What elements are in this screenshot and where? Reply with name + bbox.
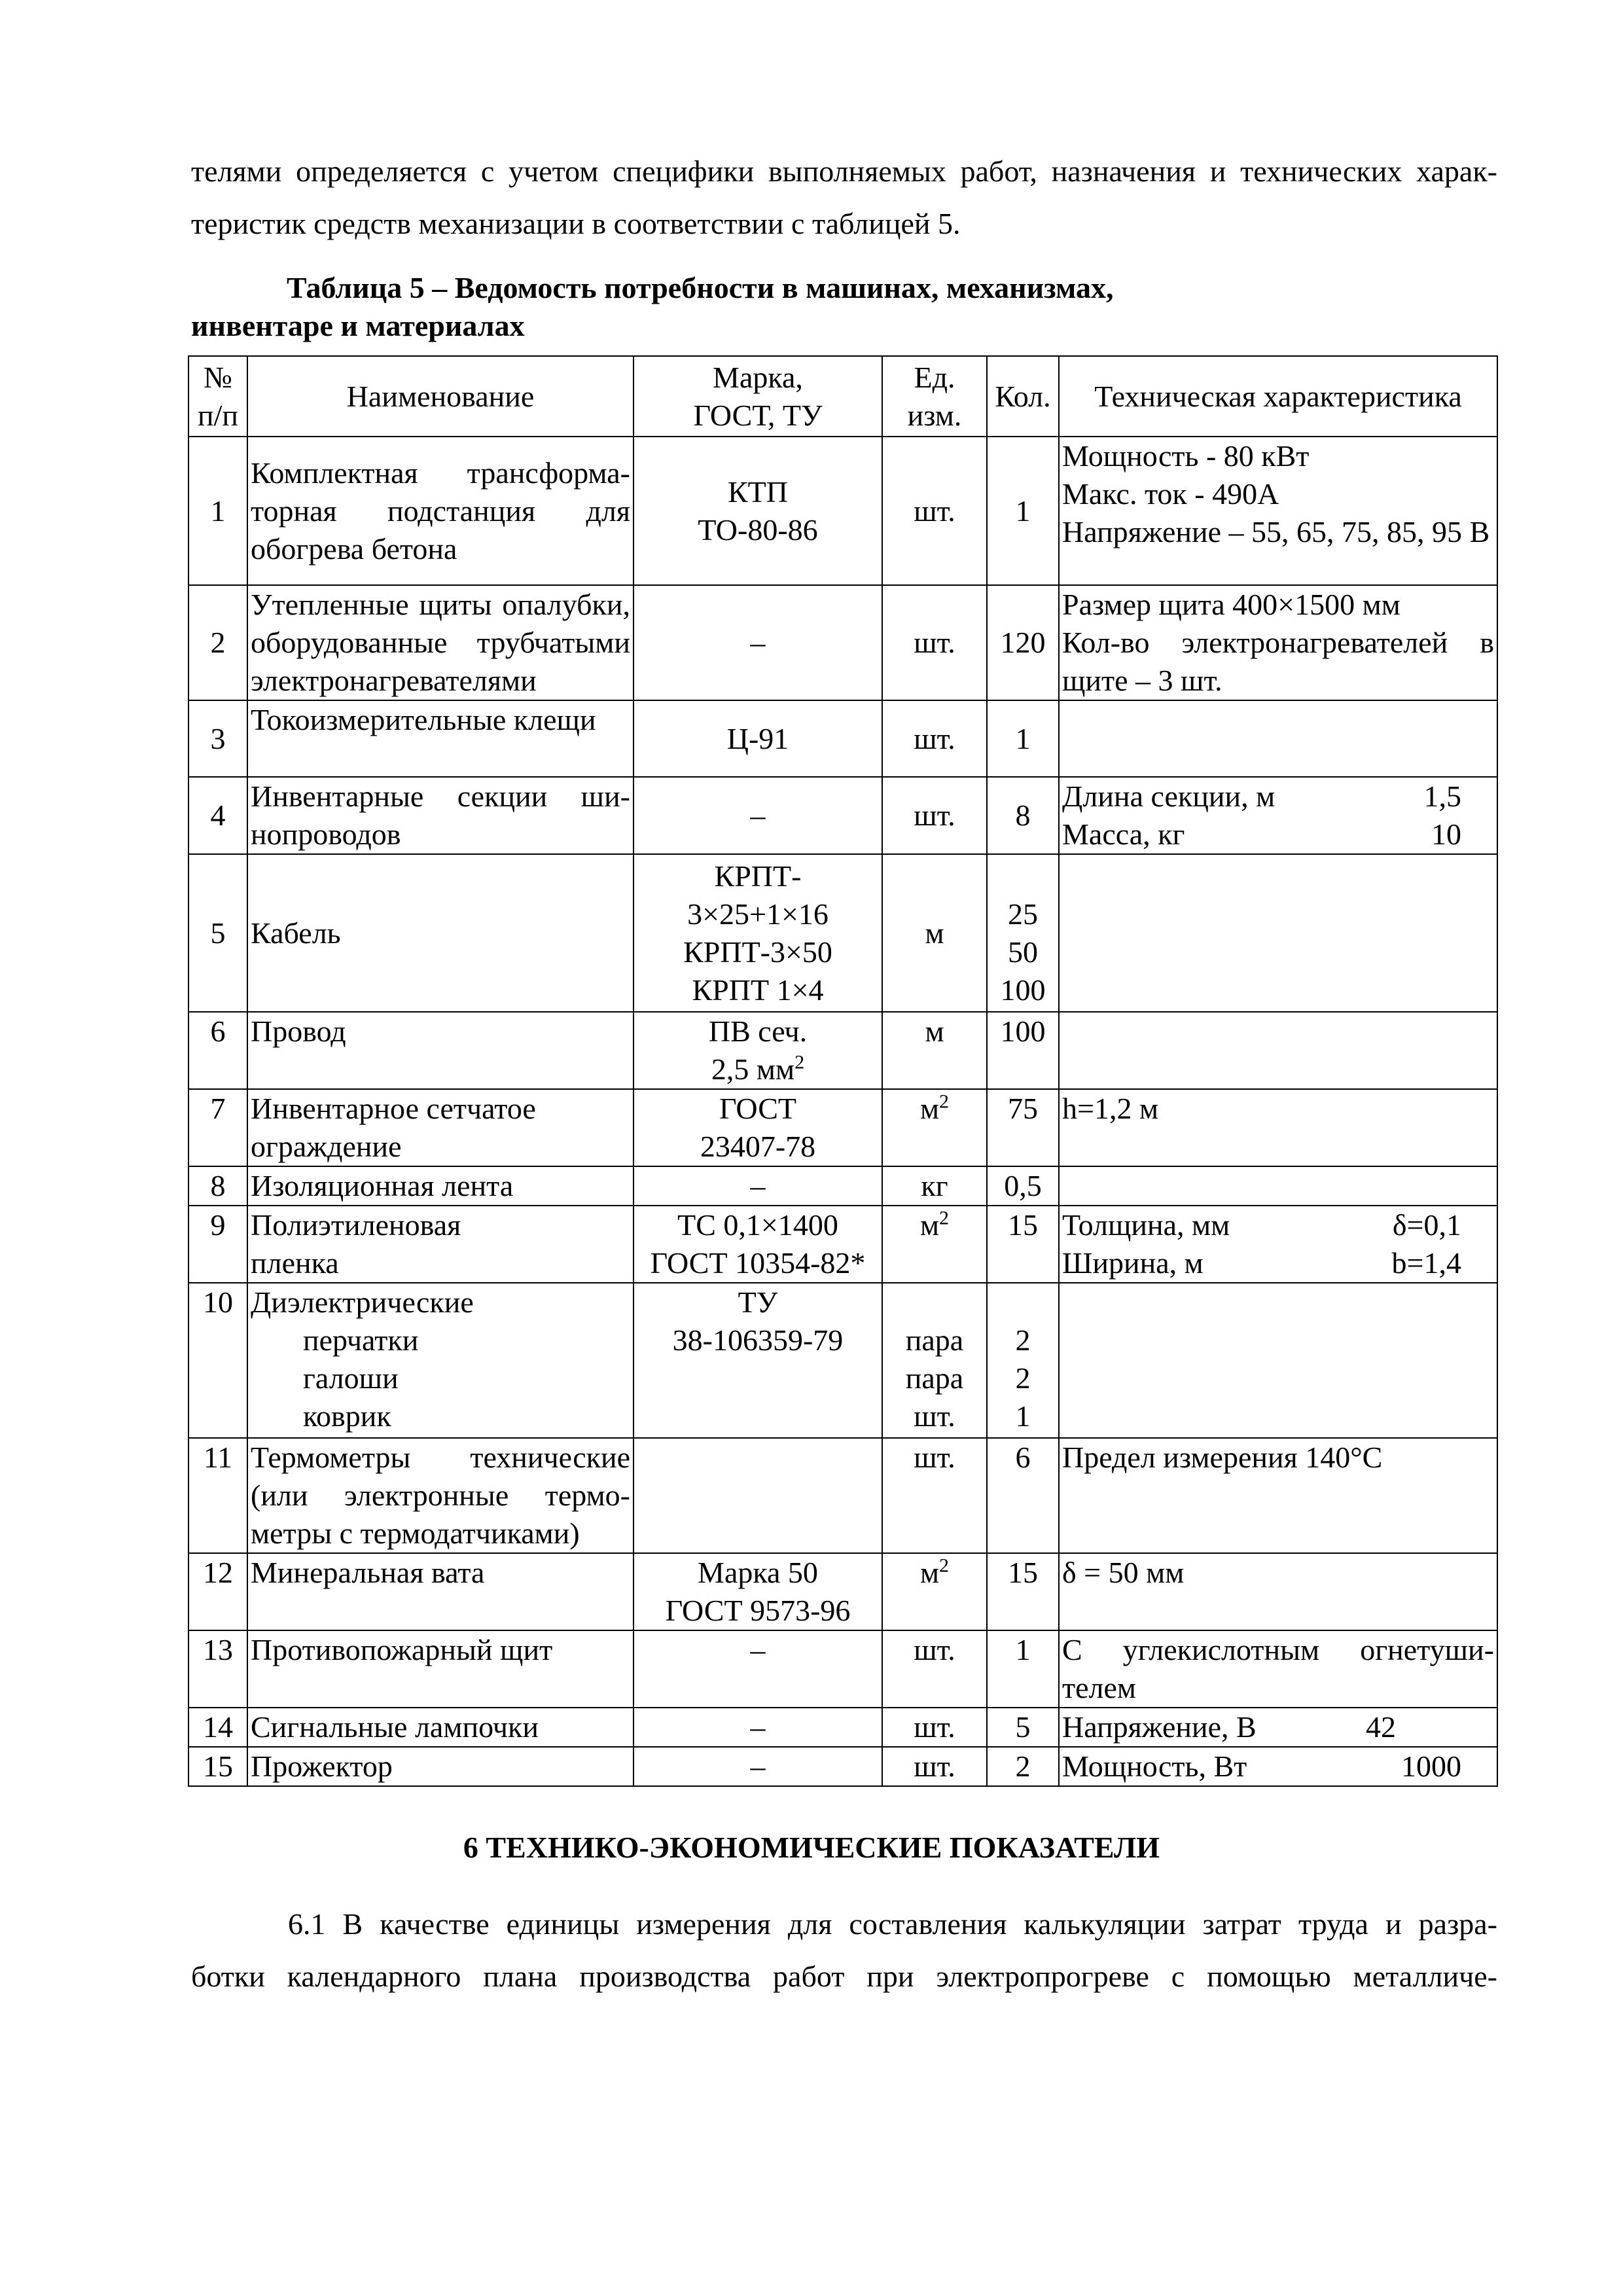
header-spec: Техническая характеристика — [1059, 356, 1497, 437]
cell-name: Сигнальные лампочки — [247, 1708, 633, 1747]
cell-spec: h=1,2 м — [1059, 1089, 1497, 1166]
cell-num: 13 — [188, 1630, 247, 1708]
cell-qty: 1 — [987, 700, 1059, 777]
intro-line-1: телями определяется с учетом специфики выполняемых работ, назначения и технических харак- — [191, 154, 1497, 188]
cell-brand: Ц-91 — [633, 700, 882, 777]
cell-qty: 15 — [987, 1553, 1059, 1630]
table-row — [188, 1630, 1497, 1708]
header-qty: Кол. — [987, 356, 1059, 437]
table-row — [188, 1012, 1497, 1089]
cell-name: Противопожарный щит — [247, 1630, 633, 1708]
table-row — [188, 437, 1497, 585]
cell-qty: 5 — [987, 1708, 1059, 1747]
cell-unit: шт. — [882, 777, 987, 854]
cell-name: Кабель — [247, 854, 633, 1012]
cell-name: Термометры технические (или электронные термо-метры с термодатчиками) — [247, 1438, 633, 1553]
cell-spec: С углекислотным огнетуши-телем — [1059, 1630, 1497, 1708]
cell-num: 6 — [188, 1012, 247, 1089]
table-row — [188, 1553, 1497, 1630]
cell-unit: $м^2$ — [882, 1089, 987, 1166]
cell-spec: Напряжение, В 42 — [1059, 1708, 1497, 1747]
table-row — [188, 1166, 1497, 1206]
cell-name: Минеральная вата — [247, 1553, 633, 1630]
cell-unit: м — [882, 1012, 987, 1089]
cell-num: 1 — [188, 437, 247, 585]
cell-spec — [1059, 1166, 1497, 1206]
cell-num: 11 — [188, 1438, 247, 1553]
cell-qty: 2 2 1 — [987, 1283, 1059, 1438]
table-row — [188, 1438, 1497, 1553]
cell-qty: 1 — [987, 437, 1059, 585]
cell-num: 12 — [188, 1553, 247, 1630]
cell-brand: ТС 0,1×1400 ГОСТ 10354-82* — [633, 1206, 882, 1283]
table-row — [188, 1283, 1497, 1438]
cell-unit: шт. — [882, 1708, 987, 1747]
cell-brand: Марка 50 ГОСТ 9573-96 — [633, 1553, 882, 1630]
cell-unit: шт. — [882, 585, 987, 700]
table-caption-line-2: инвентаре и материалах — [191, 309, 525, 342]
cell-brand — [633, 1438, 882, 1553]
table-row — [188, 777, 1497, 854]
cell-num: 8 — [188, 1166, 247, 1206]
cell-name: Токоизмерительные клещи — [247, 700, 633, 777]
cell-spec — [1059, 854, 1497, 1012]
requirements-table — [188, 355, 1498, 1787]
cell-name: Утепленные щиты опалубки, оборудованные трубчатыми электронагревателями — [247, 585, 633, 700]
cell-name: Комплектная трансформа-торная подстанция для обогрева бетона — [247, 437, 633, 585]
cell-num: 3 — [188, 700, 247, 777]
header-name: Наименование — [247, 356, 633, 437]
cell-spec: Мощность, Вт 1000 — [1059, 1747, 1497, 1786]
cell-qty: 75 — [987, 1089, 1059, 1166]
cell-unit: шт. — [882, 437, 987, 585]
cell-name: Инвентарные секции ши-нопроводов — [247, 777, 633, 854]
table-row — [188, 1708, 1497, 1747]
cell-qty: 0,5 — [987, 1166, 1059, 1206]
table-row — [188, 700, 1497, 777]
cell-spec — [1059, 1012, 1497, 1089]
cell-unit: $м^2$ — [882, 1553, 987, 1630]
cell-spec: Мощность - 80 кВт Макс. ток - 490А Напряжение – 55, 65, 75, 85, 95 В — [1059, 437, 1497, 585]
cell-spec: Толщина, мм δ=0,1 Ширина, м b=1,4 — [1059, 1206, 1497, 1283]
cell-brand: – — [633, 777, 882, 854]
cell-name: Полиэтиленовая пленка — [247, 1206, 633, 1283]
cell-qty: 8 — [987, 777, 1059, 854]
cell-unit: шт. — [882, 1630, 987, 1708]
outro-line-1: 6.1 В качестве единицы измерения для составления калькуляции затрат труда и разра- — [288, 1907, 1497, 1941]
cell-spec: Длина секции, м 1,5 Масса, кг 10 — [1059, 777, 1497, 854]
cell-qty: 2 — [987, 1747, 1059, 1786]
cell-num: 10 — [188, 1283, 247, 1438]
cell-name: Инвентарное сетчатое ограждение — [247, 1089, 633, 1166]
cell-brand: ТУ 38-106359-79 — [633, 1283, 882, 1438]
cell-brand: – — [633, 1166, 882, 1206]
cell-name: Провод — [247, 1012, 633, 1089]
cell-unit: пара пара шт. — [882, 1283, 987, 1438]
intro-line-2: теристик средств механизации в соответствии с таблицей 5. — [191, 207, 961, 240]
cell-spec: δ = 50 мм — [1059, 1553, 1497, 1630]
outro-line-2: ботки календарного плана производства работ при электропрогреве с помощью металличе- — [191, 1960, 1497, 1993]
cell-qty: 1 — [987, 1630, 1059, 1708]
cell-num: 15 — [188, 1747, 247, 1786]
cell-unit: шт. — [882, 1747, 987, 1786]
cell-num: 2 — [188, 585, 247, 700]
cell-unit: шт. — [882, 700, 987, 777]
cell-unit: м — [882, 854, 987, 1012]
cell-qty: 15 — [987, 1206, 1059, 1283]
table-row — [188, 585, 1497, 700]
cell-spec: Размер щита 400×1500 мм Кол-во электронагревателей в щите – 3 шт. — [1059, 585, 1497, 700]
cell-brand: – — [633, 1630, 882, 1708]
cell-unit: $м^2$ — [882, 1206, 987, 1283]
cell-brand: ГОСТ 23407-78 — [633, 1089, 882, 1166]
cell-unit: шт. — [882, 1438, 987, 1553]
cell-num: 7 — [188, 1089, 247, 1166]
cell-qty: 100 — [987, 1012, 1059, 1089]
cell-unit: кг — [882, 1166, 987, 1206]
section-title: 6 ТЕХНИКО-ЭКОНОМИЧЕСКИЕ ПОКАЗАТЕЛИ — [463, 1831, 1160, 1864]
table-row — [188, 1206, 1497, 1283]
header-num: № п/п — [188, 356, 247, 437]
cell-brand: – — [633, 1747, 882, 1786]
cell-name: Изоляционная лента — [247, 1166, 633, 1206]
table-row — [188, 1089, 1497, 1166]
cell-brand: КТП ТО-80-86 — [633, 437, 882, 585]
cell-name: Прожектор — [247, 1747, 633, 1786]
cell-brand: – — [633, 585, 882, 700]
cell-brand: – — [633, 1708, 882, 1747]
cell-num: 9 — [188, 1206, 247, 1283]
table-row — [188, 1747, 1497, 1786]
cell-num: 4 — [188, 777, 247, 854]
cell-brand: ПВ сеч. 2,5 $мм^2$ — [633, 1012, 882, 1089]
table-caption-line-1: Таблица 5 – Ведомость потребности в машинах, механизмах, — [287, 271, 1114, 304]
header-unit: Ед. изм. — [882, 356, 987, 437]
cell-qty: 120 — [987, 585, 1059, 700]
cell-brand: КРПТ- 3×25+1×16 КРПТ-3×50 КРПТ 1×4 — [633, 854, 882, 1012]
table-header-row — [188, 356, 1497, 437]
cell-spec — [1059, 1283, 1497, 1438]
cell-qty: 6 — [987, 1438, 1059, 1553]
cell-num: 5 — [188, 854, 247, 1012]
cell-num: 14 — [188, 1708, 247, 1747]
cell-qty: 25 50 100 — [987, 854, 1059, 1012]
table-row — [188, 854, 1497, 1012]
header-brand: Марка, ГОСТ, ТУ — [633, 356, 882, 437]
cell-spec: Предел измерения 140°С — [1059, 1438, 1497, 1553]
cell-name: Диэлектрические перчатки галоши коврик — [247, 1283, 633, 1438]
cell-spec — [1059, 700, 1497, 777]
